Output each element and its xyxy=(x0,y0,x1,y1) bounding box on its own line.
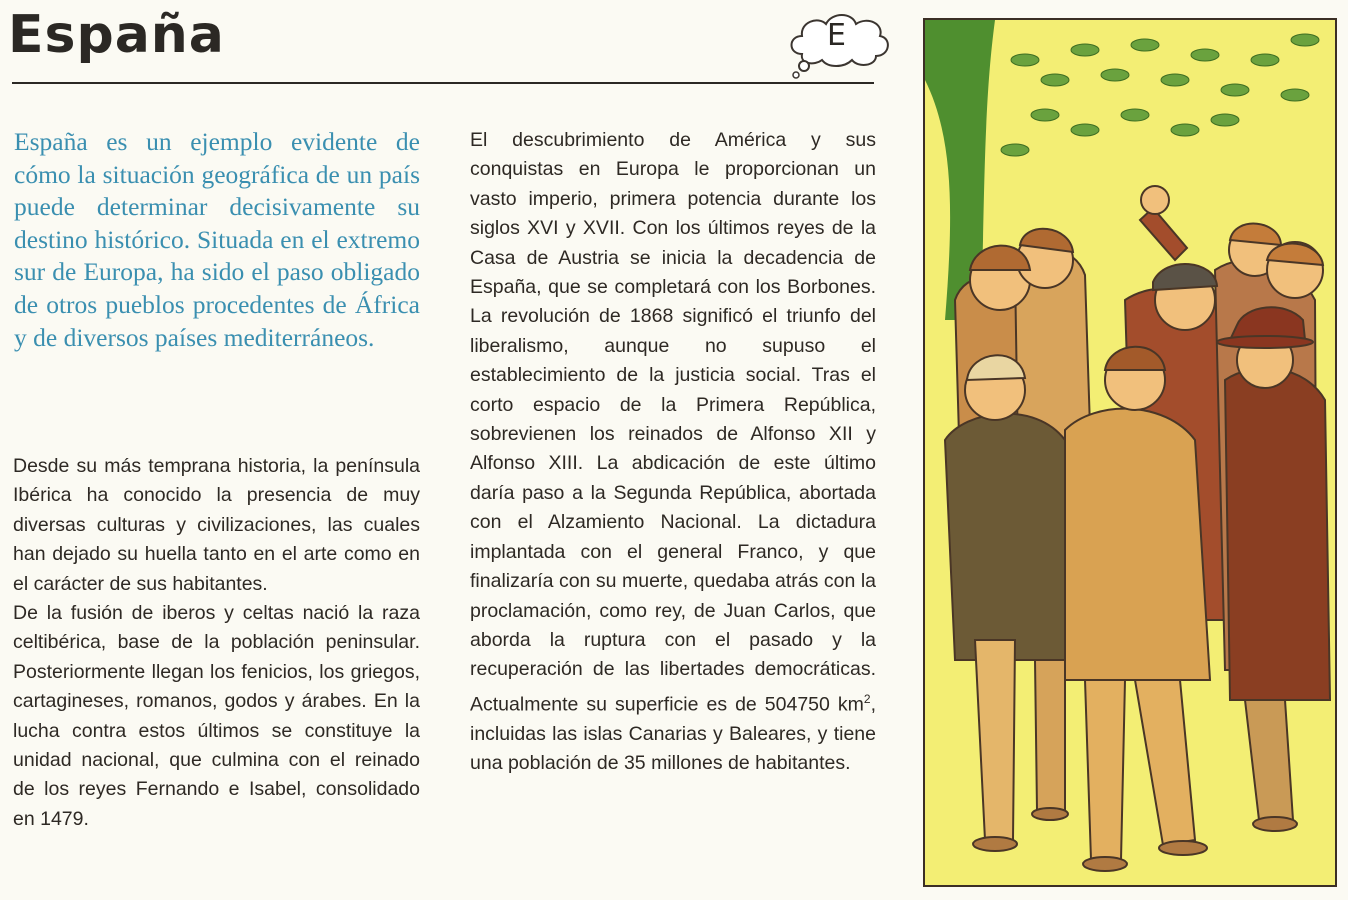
column-1-paragraph-2: De la fusión de iberos y celtas nació la raza celtibérica, base de la población peninsular. Posteriormente llegan los fenicios, los griegos, cartagineses, romanos, godos y árabes. En la lucha contra estos últimos se constituye la unidad nacional, que culmina con el reinado de los reyes Fernando e Isabel, consolidado en 1479. xyxy=(13,602,420,830)
badge-letter: E xyxy=(827,18,846,53)
column-2-text-after-area: , incluidas las islas Canarias y Baleares, y tiene una población de 35 millones de habitantes. xyxy=(470,693,876,775)
column-1-paragraph-1: Desde su más temprana historia, la península Ibérica ha conocido la presencia de muy diversas culturas y civilizaciones, las cuales han dejado su huella tanto en el arte como en el carácter de sus habitantes. xyxy=(13,455,420,595)
area-exponent: 2 xyxy=(863,691,871,706)
title-divider xyxy=(12,82,874,84)
column-2-text-before-area: El descubrimiento de América y sus conquistas en Europa le proporcionan un vasto imperio, primera potencia durante los siglos XVI y XVII. Con los últimos reyes de la Casa de Austria se inicia la decadencia de España, que se completará con los Borbones. La revolución de 1868 significó el triunfo del liberalismo, aunque no supuso el establecimiento de la justicia social. Tras el corto espacio de la Primera República, sobrevienen los reinados de Alfonso XII y Alfonso XIII. La abdicación de este último daría paso a la Segunda República, abortada con el Alzamiento Nacional. La dictadura implantada con el general Franco, y que finalizaría con su muerte, quedaba atrás con la proclamación, como rey, de Juan Carlos, que aborda la ruptura con el pasado y la recuperación de las libertades democráticas. Actualmente su superficie es de xyxy=(470,129,876,716)
crowd-illustration xyxy=(925,20,1335,885)
page-title: España xyxy=(8,5,225,65)
column-2-body xyxy=(470,126,876,778)
area-unit: km xyxy=(837,693,864,716)
column-1-body xyxy=(13,452,420,834)
illustration-frame xyxy=(923,18,1337,887)
area-value: 504750 xyxy=(764,693,830,716)
intro-lead-text: España es un ejemplo evidente de cómo la situación geográfica de un país puede determinar decisivamente su destino histórico. Situada en el extremo sur de Europa, ha sido el paso obligado de otros pueblos procedentes de África y de diversos países mediterráneos. xyxy=(14,127,420,352)
